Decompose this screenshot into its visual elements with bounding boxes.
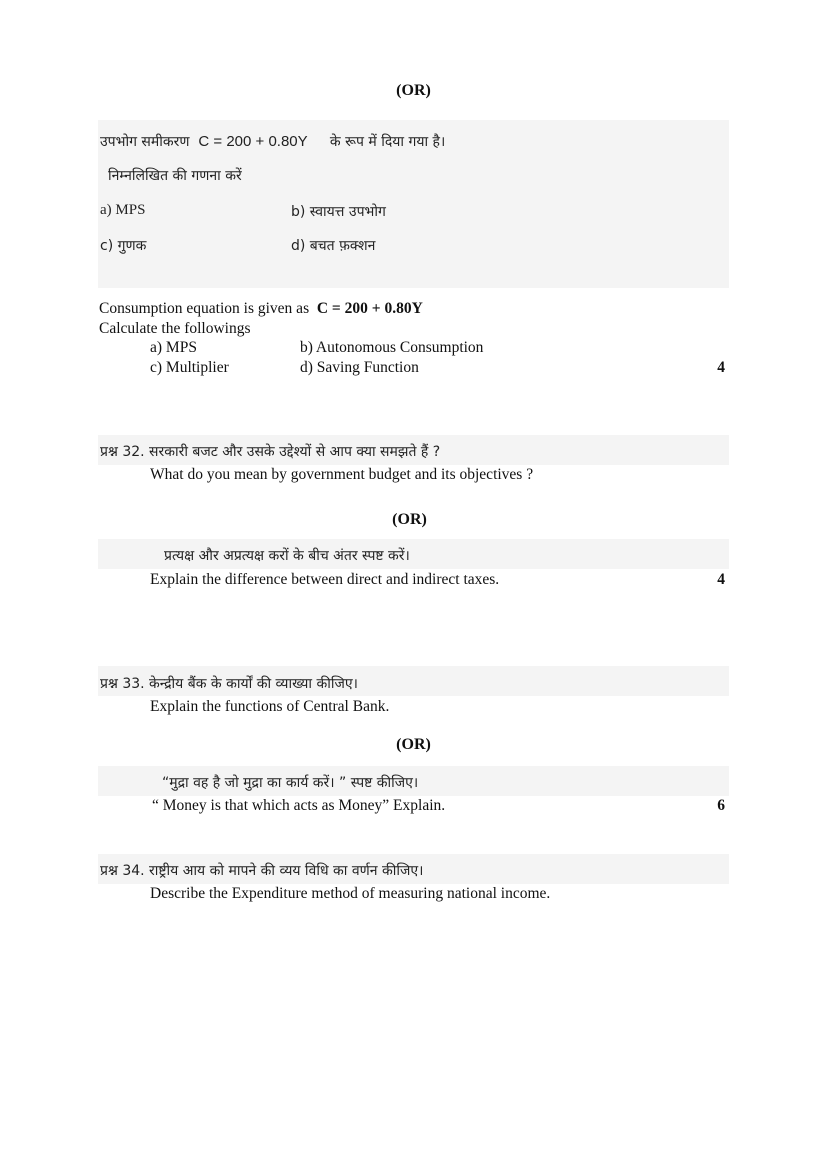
q33-or-hindi: “मुद्रा वह है जो मुद्रा का कार्य करें। ” स्पष्ट कीजिए। [162, 775, 419, 791]
q31-marks: 4 [717, 359, 725, 376]
q32-english: What do you mean by government budget and its objectives ? [150, 466, 534, 483]
q33-english: Explain the functions of Central Bank. [150, 698, 390, 715]
q32-marks: 4 [717, 571, 725, 588]
q34-english: Describe the Expenditure method of measuring national income. [150, 885, 551, 902]
q31-hindi-intro: उपभोग समीकरण C = 200 + 0.80Y के रूप में दिया गया है। [100, 133, 446, 150]
q32-hindi: प्रश्न 32. सरकारी बजट और उसके उद्देश्यों से आप क्या समझते हैं ? [100, 444, 441, 460]
q33-or-english: “ Money is that which acts as Money” Explain. [152, 797, 446, 814]
q31-english-option-c: c) Multiplier [150, 359, 229, 376]
q31-english-calculate: Calculate the followings [99, 320, 251, 337]
q31-english-option-b: b) Autonomous Consumption [300, 339, 484, 356]
q31-english-option-d: d) Saving Function [300, 359, 419, 376]
q31-hindi-option-d: d) बचत फ़क्शन [291, 238, 376, 254]
or-label-q32: (OR) [392, 511, 427, 528]
q31-hindi-option-a: a) MPS [100, 202, 146, 218]
q32-or-english: Explain the difference between direct and indirect taxes. [150, 571, 500, 588]
q31-hindi-calculate: निम्नलिखित की गणना करें [108, 168, 242, 184]
q34-hindi: प्रश्न 34. राष्ट्रीय आय को मापने की व्यय विधि का वर्णन कीजिए। [100, 863, 424, 879]
q32-or-hindi: प्रत्यक्ष और अप्रत्यक्ष करों के बीच अंतर स्पष्ट करें। [164, 548, 410, 564]
q31-english-intro: Consumption equation is given as C = 200 + 0.80Y [99, 300, 423, 317]
q33-marks: 6 [717, 797, 725, 814]
q31-hindi-option-b: b) स्वायत्त उपभोग [291, 204, 386, 220]
or-label-q31: (OR) [396, 82, 431, 99]
q31-hindi-option-c: c) गुणक [100, 238, 147, 254]
q31-english-option-a: a) MPS [150, 339, 197, 356]
or-label-q33: (OR) [396, 736, 431, 753]
q33-hindi: प्रश्न 33. केन्द्रीय बैंक के कार्यों की व्याख्या कीजिए। [100, 676, 358, 692]
